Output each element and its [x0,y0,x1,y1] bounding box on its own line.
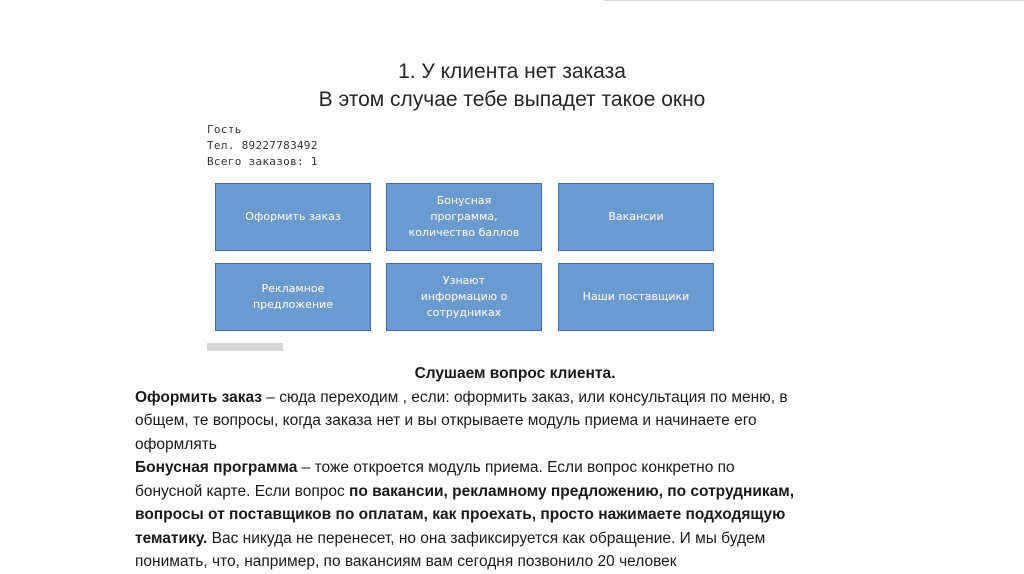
instructions-text [135,362,895,574]
paragraph-2-line-3: вопросы от поставщиков по оплатам, как проехать, просто нажимаете подходящую [135,506,786,523]
instructions-subheading: Слушаем вопрос клиента. [414,365,616,382]
title-line-2: В этом случае тебе выпадет такое окно [318,88,706,111]
slide-title [0,58,1024,114]
paragraph-1-line-2: общем, те вопросы, когда заказа нет и вы открываете модуль приема и начинаете его [135,412,757,429]
paragraph-1-line-3: оформлять [135,435,217,453]
advertising-offer-button[interactable]: Рекламное предложение [215,263,371,331]
paragraph-2-line-1: Бонусная программа – тоже откроется модуль приема. Если вопрос конкретно по [135,459,735,476]
bonus-program-button[interactable]: Бонусная программа, количество баллов [386,183,542,251]
title-line-1: 1. У клиента нет заказа [398,60,626,83]
paragraph-2-line-4: тематику. Вас никуда не перенесет, но она зафиксируется как обращение. И мы будем [135,529,766,547]
paragraph-2-line-2: бонусной карте. Если вопрос по вакансии, рекламному предложению, по сотрудникам, [135,482,795,500]
vacancies-button[interactable]: Вакансии [558,183,714,251]
term-place-order: Оформить заказ [135,388,262,406]
client-orders-count: Всего заказов: 1 [207,155,318,168]
suppliers-button[interactable]: Наши поставщики [558,263,714,331]
employee-info-button[interactable]: Узнают информацию о сотрудниках [386,263,542,331]
term-bonus-program: Бонусная программа [135,459,298,476]
place-order-button[interactable]: Оформить заказ [215,183,371,251]
paragraph-2-line-5: понимать, что, например, по вакансиям вам сегодня позвонило 20 человек [135,553,677,570]
client-phone: Тел. 89227783492 [207,139,318,152]
horizontal-scrollbar[interactable] [207,343,283,351]
paragraph-1-line-1: Оформить заказ – сюда переходим , если: оформить заказ, или консультация по меню, в [135,388,788,406]
client-info [207,122,318,170]
client-name: Гость [207,123,242,136]
top-divider [604,0,1024,1]
